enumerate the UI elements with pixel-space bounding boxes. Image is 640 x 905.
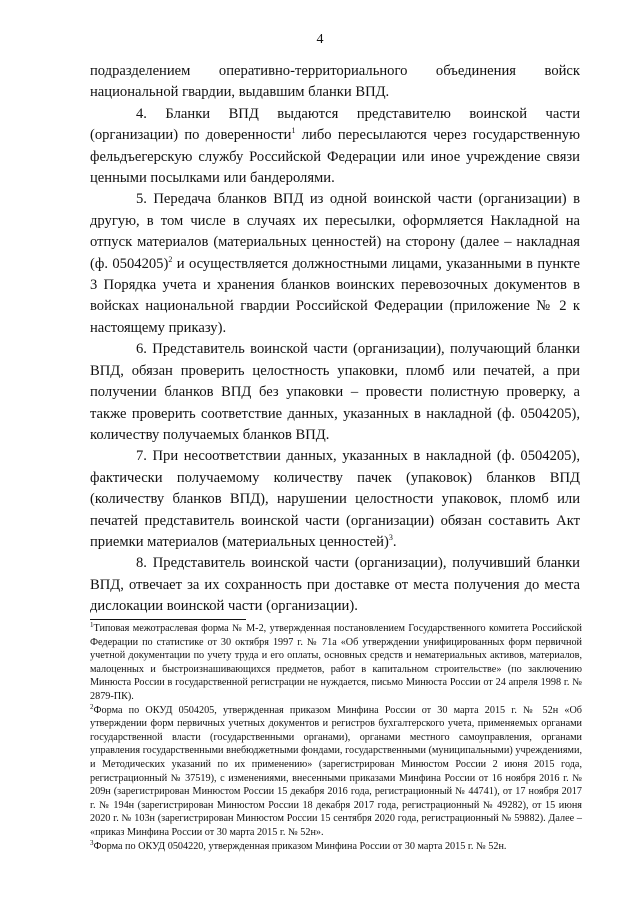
paragraph-6: 6. Представитель воинской части (организации), получающий бланки ВПД, обязан проверить целостность упаковки, пломб или печатей, а при получении бланков ВПД без упаковки – провести полистную проверку, а также проверить соответствие данных, указанных в накладной (ф. 0504205), количеству получаемых бланков ВПД. [90, 341, 580, 443]
footnote-divider [90, 619, 246, 620]
footnote-2-text: Форма по ОКУД 0504205, утвержденная приказом Минфина России от 30 марта 2015 г. № 52н «Об утверждении форм первичных учетных документов и регистров бухгалтерского учета, применяемых органами государственной власти (государственными органами), органами местного самоуправления, органами управления государственными внебюджетными фондами, государственными (муниципальными) учреждениями, и Методических указаний по их применению» (зарегистрирован Минюстом России 2 июня 2015 года, регистрационный № 37519), с изменениями, внесенными приказами Минфина России от 16 ноября 2016 г. № 209н (зарегистрирован Минюстом России 15 декабря 2016 года, регистрационный № 44741), от 17 ноября 2017 г. № 194н (зарегистрирован Минюстом России 18 декабря 2017 года, регистрационный № 49282), от 15 июня 2020 г. № 103н (зарегистрирован Минюстом России 15 сентября 2020 года, регистрационный № 59882). Далее – «приказ Минфина России от 30 марта 2015 г. № 52н». [90, 704, 582, 838]
paragraph-5-text-b: и осуществляется должностными лицами, указанными в пункте 3 Порядка учета и хранения бланков воинских перевозочных документов в войсках национальной гвардии Российской Федерации (приложение № 2 к настоящему приказу). [90, 255, 580, 336]
paragraph-5 [90, 189, 580, 339]
footnote-ref-2: 2 [168, 254, 173, 264]
paragraph-continuation: подразделением оперативно-территориального объединения войск национальной гвардии, выдавшим бланки ВПД. [90, 63, 580, 101]
footnotes [90, 622, 582, 853]
footnote-2-mark: 2 [90, 702, 94, 711]
paragraph-5-text-a: 5. Передача бланков ВПД из одной воинской части (организации) в другую, в том числе в случаях их пересылки, оформляется Накладной на отпуск материалов (материальных ценностей) на сторону (далее – накладная (ф. 0504205) [90, 191, 580, 272]
paragraph-4 [90, 104, 580, 190]
paragraph-7-text-b: . [392, 533, 397, 550]
footnote-3-text: Форма по ОКУД 0504220, утвержденная приказом Минфина России от 30 марта 2015 г. № 52н. [93, 840, 507, 852]
paragraph-8: 8. Представитель воинской части (организации), получивший бланки ВПД, отвечает за их сохранность при доставке от места получения до места дислокации воинской части (организации). [90, 555, 580, 615]
paragraph-7-text-a: 7. При несоответствии данных, указанных в накладной (ф. 0504205), фактически получаемому количеству пачек (упаковок) бланков ВПД (количеству бланков ВПД), нарушении целостности упаковок, пломб или печатей представитель воинской части (организации) обязан составить Акт приемки материалов (материальных ценностей) [90, 448, 580, 550]
footnote-1-mark: 1 [90, 621, 94, 629]
footnote-3-mark: 3 [90, 838, 94, 847]
footnote-2 [90, 704, 582, 840]
paragraph-4-text-a: 4. Бланки ВПД выдаются представителю воинской части (организации) по доверенности [90, 105, 580, 144]
document-body [90, 61, 580, 618]
page-number: 4 [316, 32, 324, 47]
footnote-1 [90, 622, 582, 704]
paragraph-7 [90, 446, 580, 553]
paragraph-4-text-b: либо пересылаются через государственную фельдъегерскую службу Российской Федерации или иное учреждение связи ценными посылками или бандеролями. [90, 127, 581, 187]
footnote-ref-3: 3 [388, 532, 393, 542]
footnote-1-text: Типовая межотраслевая форма № М-2, утвержденная постановлением Государственного комитета Российской Федерации по статистике от 30 октября 1997 г. № 71а «Об утверждении унифицированных форм первичной учетной документации по учету труда и его оплаты, основных средств и нематериальных активов, материалов, малоценных и быстроизнашивающихся предметов, работ в капитальном строительстве» (по заключению Минюста России в государственной регистрации не нуждается, письмо Минюста России от 24 апреля 1998 г. № 2879-ПК). [90, 623, 582, 702]
footnote-ref-1: 1 [291, 126, 296, 136]
footnote-3 [90, 840, 582, 854]
